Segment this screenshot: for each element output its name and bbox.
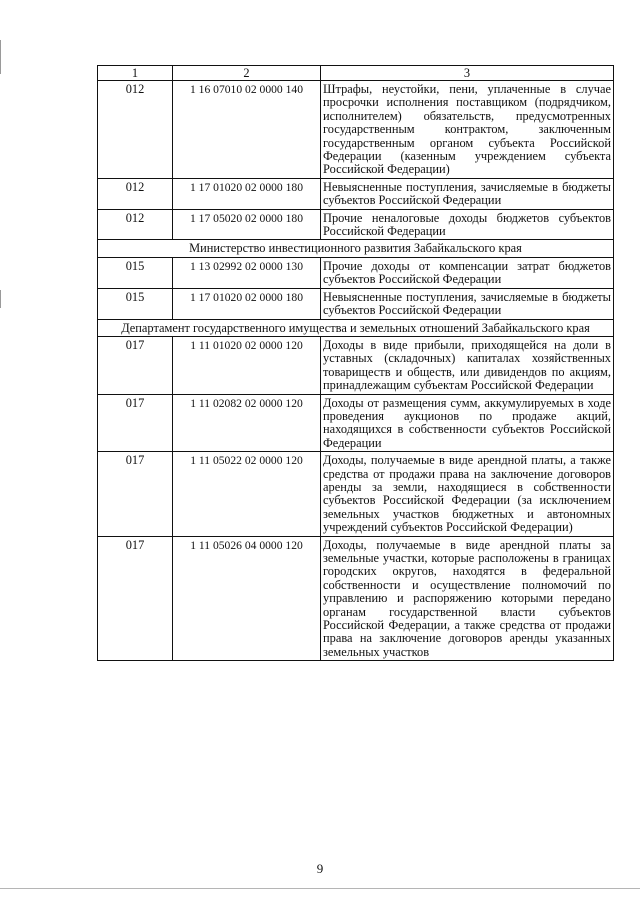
table-row: [98, 452, 614, 536]
page-number: 9: [316, 861, 324, 876]
column-header-budget-code: 2: [173, 66, 321, 81]
description-cell: Доходы, получаемые в виде арендной платы, а также средства от продажи права на заключение договоров аренды за земли, находящиеся в собственности субъектов Российской Федерации (за исключением земельных участков бюджетных и автономных учреждений субъектов Российской Федерации): [321, 452, 614, 536]
budget-code-cell: 1 17 01020 02 0000 180: [173, 288, 321, 319]
description-cell: Доходы в виде прибыли, приходящейся на доли в уставных (складочных) капиталах хозяйственных товариществ и обществ, или дивидендов по акциям, принадлежащим субъектам Российской Федерации: [321, 336, 614, 394]
table-row: [98, 336, 614, 394]
table-row: [98, 81, 614, 179]
admin-code-cell: 017: [98, 536, 173, 661]
budget-code-cell: 1 17 01020 02 0000 180: [173, 178, 321, 209]
description-cell: Прочие доходы от компенсации затрат бюджетов субъектов Российской Федерации: [321, 257, 614, 288]
budget-code-cell: 1 11 05026 04 0000 120: [173, 536, 321, 661]
budget-code-cell: 1 13 02992 02 0000 130: [173, 257, 321, 288]
description-cell: Невыясненные поступления, зачисляемые в бюджеты субъектов Российской Федерации: [321, 288, 614, 319]
table-header-row: [98, 66, 614, 81]
budget-code-cell: 1 17 05020 02 0000 180: [173, 209, 321, 240]
table-body: [98, 81, 614, 661]
budget-code-cell: 1 11 02082 02 0000 120: [173, 394, 321, 452]
table-row: [98, 394, 614, 452]
admin-code-cell: 017: [98, 452, 173, 536]
budget-code-cell: 1 11 01020 02 0000 120: [173, 336, 321, 394]
table-row: [98, 536, 614, 661]
table-row: [98, 257, 614, 288]
scan-bottom-edge: [0, 888, 640, 889]
table-row: [98, 178, 614, 209]
admin-code-cell: 015: [98, 257, 173, 288]
section-title: Департамент государственного имущества и земельных отношений Забайкальского края: [98, 319, 614, 336]
budget-code-cell: 1 16 07010 02 0000 140: [173, 81, 321, 179]
section-header-row: [98, 319, 614, 336]
section-header-row: [98, 240, 614, 257]
admin-code-cell: 012: [98, 178, 173, 209]
admin-code-cell: 017: [98, 394, 173, 452]
budget-code-cell: 1 11 05022 02 0000 120: [173, 452, 321, 536]
admin-code-cell: 012: [98, 209, 173, 240]
description-cell: Доходы от размещения сумм, аккумулируемых в ходе проведения аукционов по продаже акций, находящихся в собственности субъектов Российской Федерации: [321, 394, 614, 452]
column-header-description: 3: [321, 66, 614, 81]
description-cell: Невыясненные поступления, зачисляемые в бюджеты субъектов Российской Федерации: [321, 178, 614, 209]
scan-edge-mark: [0, 290, 1, 308]
admin-code-cell: 012: [98, 81, 173, 179]
description-cell: Прочие неналоговые доходы бюджетов субъектов Российской Федерации: [321, 209, 614, 240]
scan-edge-mark: [0, 40, 1, 74]
description-cell: Доходы, получаемые в виде арендной платы за земельные участки, которые расположены в границах городских округов, находятся в федеральной собственности и осуществление полномочий по управлению и распоряжению которыми передано органам государственной власти субъектов Российской Федерации, а также средства от продажи права на заключение договоров аренды указанных земельных участков: [321, 536, 614, 661]
column-header-admin-code: 1: [98, 66, 173, 81]
table-row: [98, 288, 614, 319]
section-title: Министерство инвестиционного развития Забайкальского края: [98, 240, 614, 257]
revenue-codes-table: [97, 65, 614, 661]
table-row: [98, 209, 614, 240]
description-cell: Штрафы, неустойки, пени, уплаченные в случае просрочки исполнения поставщиком (подрядчиком, исполнителем) обязательств, предусмотренных государственным контрактом, заключенным государственным органом субъекта Российской Федерации (казенным учреждением субъекта Российской Федерации): [321, 81, 614, 179]
admin-code-cell: 015: [98, 288, 173, 319]
admin-code-cell: 017: [98, 336, 173, 394]
